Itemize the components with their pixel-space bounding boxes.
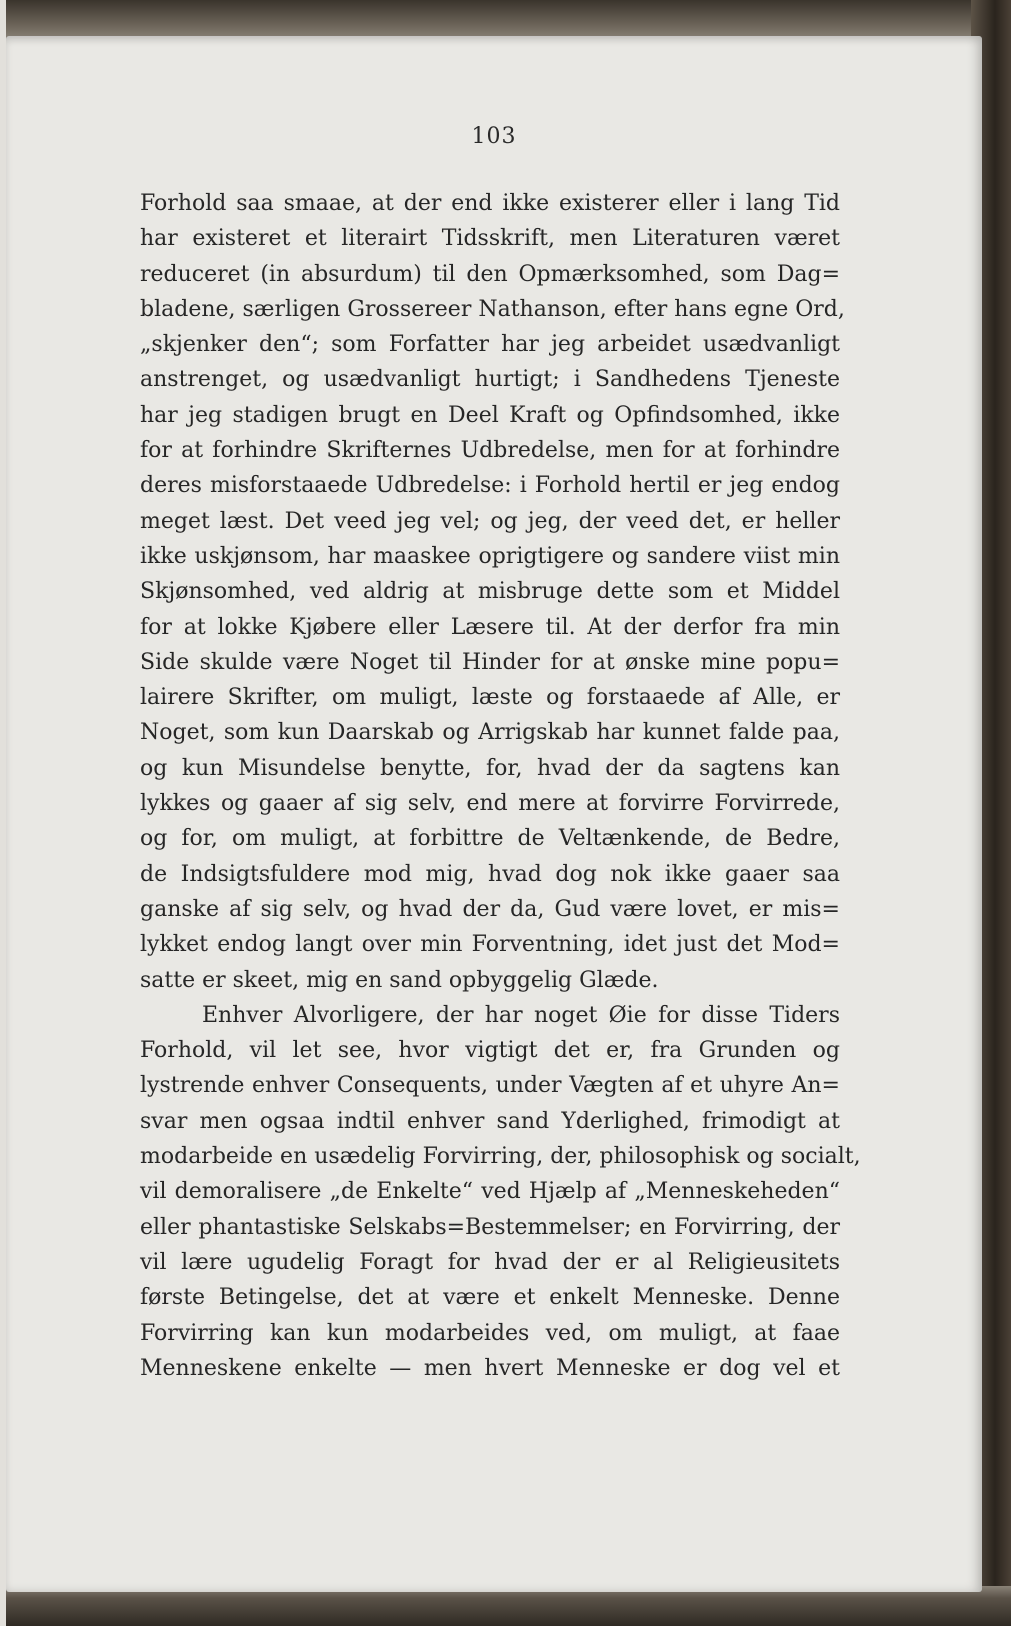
text-line: lairere Skrifter, om muligt, læste og forstaaede af Alle, er [140,685,840,711]
text-line: vil lære ugudelig Foragt for hvad der er al Religieusitets [140,1249,840,1275]
text-line: Noget, som kun Daarskab og Arrigskab har kunnet falde paa, [140,720,840,746]
text-line: vil demoralisere „de Enkelte“ ved Hjælp af „Menneskeheden“ [140,1179,840,1205]
text-line: lykket endog langt over min Forventning, idet just det Mod= [140,932,840,958]
text-line: Side skulde være Noget til Hinder for at ønske mine popu= [140,649,840,675]
text-line: modarbeide en usædelig Forvirring, der, philosophisk og socialt, [140,1144,861,1170]
book-top-edge [0,0,1011,40]
text-line: ikke uskjønsom, har maaskee oprigtigere og sandere viist min [140,543,840,569]
text-line: Forhold saa smaae, at der end ikke existerer eller i lang Tid [140,191,840,216]
text-line: eller phantastiske Selskabs=Bestemmelser; en Forvirring, der [140,1214,840,1240]
text-line: første Betingelse, det at være et enkelt Menneske. Denne [140,1285,840,1311]
body-text [140,186,861,1386]
text-line: ganske af sig selv, og hvad der da, Gud være lovet, er mis= [140,896,840,922]
text-line: for at lokke Kjøbere eller Læsere til. At der derfor fra min [140,614,840,640]
text-line: har jeg stadigen brugt en Deel Kraft og Opfindsomhed, ikke [140,402,840,428]
text-line: for at forhindre Skrifternes Udbredelse, men for at forhindre [140,438,840,464]
text-line: og kun Misundelse benytte, for, hvad der da sagtens kan [140,755,840,781]
text-line: meget læst. Det veed jeg vel; og jeg, der veed det, er heller [140,508,840,534]
text-line: de Indsigtsfuldere mod mig, hvad dog nok ikke gaaer saa [140,861,840,887]
text-line: „skjenker den“; som Forfatter har jeg arbeidet usædvanligt [140,332,840,358]
text-line: Skjønsomhed, ved aldrig at misbruge dette som et Middel [140,579,840,605]
text-line: og for, om muligt, at forbittre de Veltænkende, de Bedre, [140,826,840,852]
text-line: bladene, særligen Grossereer Nathanson, efter hans egne Ord, [140,296,845,322]
text-line: anstrenget, og usædvanligt hurtigt; i Sandhedens Tjeneste [140,367,840,393]
book-bottom-edge [0,1586,1011,1626]
book-page [6,36,982,1592]
page-number: 103 [471,124,517,149]
text-line: Forvirring kan kun modarbeides ved, om muligt, at faae [140,1320,840,1346]
text-line: har existeret et literairt Tidsskrift, men Literaturen været [140,226,840,252]
text-line: lystrende enhver Consequents, under Vægten af et uhyre An= [140,1073,840,1099]
text-line: svar men ogsaa indtil enhver sand Yderlighed, frimodigt at [140,1108,840,1134]
text-line: Menneskene enkelte — men hvert Menneske er dog vel et [140,1355,840,1381]
text-line: Forhold, vil let see, hvor vigtigt det er, fra Grunden og [140,1038,840,1064]
paragraph-start-line: Enhver Alvorligere, der har noget Øie for disse Tiders [202,1002,840,1028]
text-line: satte er skeet, mig en sand opbyggelig Glæde. [140,967,659,993]
text-line: reduceret (in absurdum) til den Opmærksomhed, som Dag= [140,261,840,287]
text-line: lykkes og gaaer af sig selv, end mere at forvirre Forvirrede, [140,791,840,817]
left-page-margin [0,0,6,1626]
text-line: deres misforstaaede Udbredelse: i Forhold hertil er jeg endog [140,473,840,499]
